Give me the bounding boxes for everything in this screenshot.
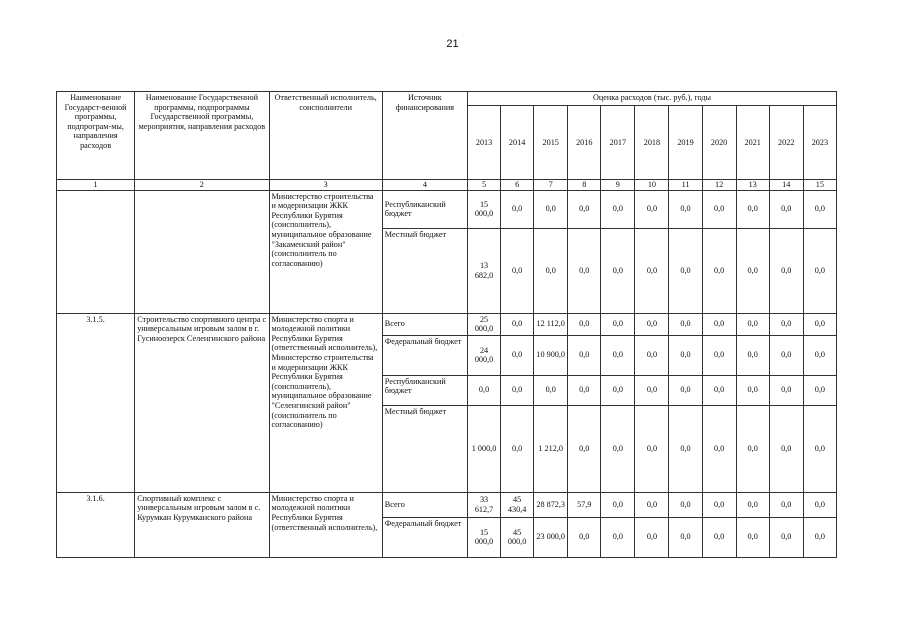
- value-cell: 0,0: [803, 190, 836, 228]
- value-cell: 0,0: [702, 375, 736, 405]
- funding-source: Всего: [382, 492, 467, 517]
- value-cell: 0,0: [803, 313, 836, 335]
- row-name: Строительство спортивного центра с универсальным игровым залом в г. Гусиноозерск Селенгинского района: [135, 313, 269, 492]
- value-cell: 0,0: [736, 492, 769, 517]
- value-cell: 0,0: [601, 517, 635, 557]
- column-number: 14: [769, 180, 803, 191]
- year-header: 2022: [769, 106, 803, 180]
- value-cell: 0,0: [568, 405, 601, 492]
- value-cell: 0,0: [769, 313, 803, 335]
- value-cell: 0,0: [669, 228, 702, 313]
- value-cell: 0,0: [669, 335, 702, 375]
- value-cell: 0,0: [568, 517, 601, 557]
- column-number: 8: [568, 180, 601, 191]
- value-cell: 0,0: [769, 190, 803, 228]
- value-cell: 0,0: [702, 313, 736, 335]
- value-cell: 0,0: [669, 517, 702, 557]
- value-cell: 0,0: [669, 375, 702, 405]
- value-cell: 0,0: [803, 492, 836, 517]
- value-cell: 0,0: [635, 492, 669, 517]
- value-cell: 0,0: [635, 517, 669, 557]
- column-number: 6: [501, 180, 534, 191]
- value-cell: 57,9: [568, 492, 601, 517]
- value-cell: 0,0: [736, 228, 769, 313]
- header-col4: Источник финансирования: [382, 92, 467, 180]
- value-cell: 12 112,0: [534, 313, 568, 335]
- value-cell: 0,0: [601, 190, 635, 228]
- year-header: 2016: [568, 106, 601, 180]
- value-cell: 0,0: [601, 335, 635, 375]
- value-cell: 0,0: [803, 335, 836, 375]
- header-col1: Наименование Государст-венной программы, подпрограм-мы, направления расходов: [57, 92, 135, 180]
- row-executor: Министерство строительства и модернизации ЖКК Республики Бурятия (соисполнитель), муниципальное образование "Закаменский район" (соисполнитель по согласованию): [269, 190, 382, 313]
- value-cell: 0,0: [568, 335, 601, 375]
- column-number: 4: [382, 180, 467, 191]
- column-number: 3: [269, 180, 382, 191]
- value-cell: 1 212,0: [534, 405, 568, 492]
- value-cell: 0,0: [736, 313, 769, 335]
- year-header: 2014: [501, 106, 534, 180]
- value-cell: 13 682,0: [468, 228, 501, 313]
- value-cell: 0,0: [769, 405, 803, 492]
- value-cell: 0,0: [534, 228, 568, 313]
- column-number: 15: [803, 180, 836, 191]
- funding-source: Республиканский бюджет: [382, 190, 467, 228]
- value-cell: 0,0: [468, 375, 501, 405]
- table-body: [57, 92, 837, 558]
- value-cell: 0,0: [568, 228, 601, 313]
- value-cell: 0,0: [601, 492, 635, 517]
- value-cell: 0,0: [702, 190, 736, 228]
- value-cell: 15 000,0: [468, 190, 501, 228]
- row-name: Спортивный комплекс с универсальным игровым залом в с. Курумкан Курумканского района: [135, 492, 269, 557]
- year-header: 2020: [702, 106, 736, 180]
- value-cell: 0,0: [769, 375, 803, 405]
- value-cell: 0,0: [501, 228, 534, 313]
- year-header: 2017: [601, 106, 635, 180]
- row-executor: Министерство спорта и молодежной политики Республики Бурятия (ответственный исполнитель), Министерство строительства и модернизации ЖКК Республики Бурятия (соисполнитель), муниципальное образование "Селенгинский район" (соисполнитель по согласованию): [269, 313, 382, 492]
- value-cell: 0,0: [601, 405, 635, 492]
- value-cell: 0,0: [501, 405, 534, 492]
- value-cell: 0,0: [501, 313, 534, 335]
- value-cell: 0,0: [568, 313, 601, 335]
- value-cell: 28 872,3: [534, 492, 568, 517]
- column-number: 11: [669, 180, 702, 191]
- value-cell: 0,0: [635, 335, 669, 375]
- row-name: [135, 190, 269, 313]
- value-cell: 0,0: [669, 405, 702, 492]
- value-cell: 0,0: [736, 375, 769, 405]
- value-cell: 0,0: [736, 405, 769, 492]
- value-cell: 0,0: [635, 313, 669, 335]
- value-cell: 0,0: [669, 313, 702, 335]
- row-code: 3.1.5.: [57, 313, 135, 492]
- value-cell: 15 000,0: [468, 517, 501, 557]
- value-cell: 0,0: [769, 492, 803, 517]
- value-cell: 0,0: [769, 517, 803, 557]
- column-number: 12: [702, 180, 736, 191]
- row-executor: Министерство спорта и молодежной политики Республики Бурятия (ответственный исполнитель),: [269, 492, 382, 557]
- value-cell: 0,0: [601, 313, 635, 335]
- value-cell: 23 000,0: [534, 517, 568, 557]
- header-col3: Ответственный исполнитель, соисполнители: [269, 92, 382, 180]
- year-header: 2015: [534, 106, 568, 180]
- funding-source: Местный бюджет: [382, 228, 467, 313]
- value-cell: 0,0: [769, 335, 803, 375]
- value-cell: 0,0: [803, 517, 836, 557]
- value-cell: 0,0: [736, 335, 769, 375]
- value-cell: 0,0: [568, 190, 601, 228]
- value-cell: 0,0: [769, 228, 803, 313]
- funding-source: Всего: [382, 313, 467, 335]
- value-cell: 0,0: [702, 335, 736, 375]
- row-code: [57, 190, 135, 313]
- column-number: 1: [57, 180, 135, 191]
- value-cell: 33 612,7: [468, 492, 501, 517]
- value-cell: 0,0: [702, 228, 736, 313]
- table-row: [57, 190, 837, 228]
- year-header: 2023: [803, 106, 836, 180]
- value-cell: 0,0: [803, 228, 836, 313]
- value-cell: 0,0: [669, 190, 702, 228]
- column-number: 9: [601, 180, 635, 191]
- value-cell: 0,0: [736, 517, 769, 557]
- value-cell: 25 000,0: [468, 313, 501, 335]
- value-cell: 45 430,4: [501, 492, 534, 517]
- value-cell: 0,0: [601, 375, 635, 405]
- value-cell: 24 000,0: [468, 335, 501, 375]
- value-cell: 0,0: [702, 517, 736, 557]
- value-cell: 0,0: [803, 375, 836, 405]
- value-cell: 0,0: [501, 375, 534, 405]
- value-cell: 0,0: [702, 405, 736, 492]
- row-code: 3.1.6.: [57, 492, 135, 557]
- value-cell: 0,0: [669, 492, 702, 517]
- header-estimate: Оценка расходов (тыс. руб.), годы: [468, 92, 837, 106]
- value-cell: 0,0: [635, 375, 669, 405]
- funding-source: Федеральный бюджет: [382, 335, 467, 375]
- value-cell: 0,0: [635, 405, 669, 492]
- funding-source: Федеральный бюджет: [382, 517, 467, 557]
- value-cell: 0,0: [568, 375, 601, 405]
- value-cell: 1 000,0: [468, 405, 501, 492]
- year-header: 2019: [669, 106, 702, 180]
- value-cell: 0,0: [534, 375, 568, 405]
- column-number: 7: [534, 180, 568, 191]
- year-header: 2021: [736, 106, 769, 180]
- value-cell: 0,0: [635, 228, 669, 313]
- header-col2: Наименование Государственной программы, подпрограммы Государственной программы, мероприятия, направления расходов: [135, 92, 269, 180]
- table-row: [57, 313, 837, 335]
- column-number: 10: [635, 180, 669, 191]
- column-number: 5: [468, 180, 501, 191]
- value-cell: 0,0: [534, 190, 568, 228]
- value-cell: 45 000,0: [501, 517, 534, 557]
- year-header: 2018: [635, 106, 669, 180]
- budget-table: [56, 91, 837, 558]
- page-number: 21: [446, 38, 459, 50]
- funding-source: Республиканский бюджет: [382, 375, 467, 405]
- column-number: 2: [135, 180, 269, 191]
- funding-source: Местный бюджет: [382, 405, 467, 492]
- value-cell: 0,0: [803, 405, 836, 492]
- column-number: 13: [736, 180, 769, 191]
- value-cell: 0,0: [702, 492, 736, 517]
- value-cell: 10 900,0: [534, 335, 568, 375]
- table-row: [57, 492, 837, 517]
- value-cell: 0,0: [635, 190, 669, 228]
- value-cell: 0,0: [601, 228, 635, 313]
- value-cell: 0,0: [736, 190, 769, 228]
- value-cell: 0,0: [501, 190, 534, 228]
- value-cell: 0,0: [501, 335, 534, 375]
- year-header: 2013: [468, 106, 501, 180]
